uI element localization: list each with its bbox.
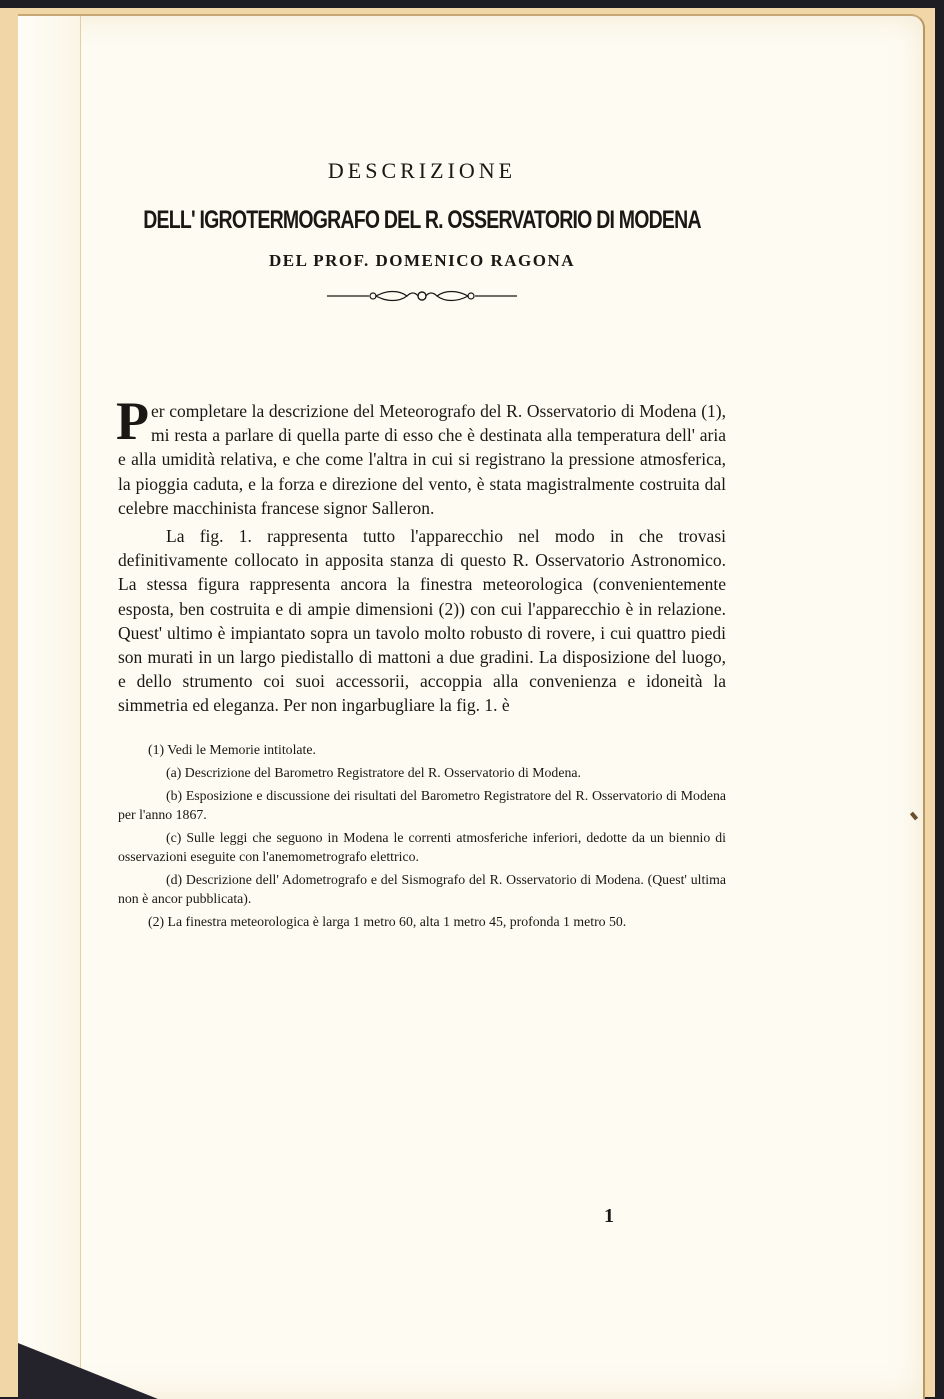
ornament-rule-icon [327, 289, 517, 303]
paragraph-1 [116, 391, 726, 520]
drop-cap: P [116, 391, 149, 451]
page-content [118, 150, 726, 935]
body-text [116, 391, 726, 718]
footnotes [118, 740, 726, 931]
footnote-2: (2) La finestra meteorologica è larga 1 metro 60, alta 1 metro 45, profonda 1 metro 50. [148, 913, 627, 929]
author-line: DEL PROF. DOMENICO RAGONA [268, 251, 576, 270]
footnote-1a: (a) Descrizione del Barometro Registratore del R. Osservatorio di Modena. [166, 764, 581, 780]
footnote-1d: (d) Descrizione dell' Adometrografo e del Sismografo del R. Osservatorio di Modena. (Quest' ultima non è ancor pubblicata). [118, 871, 726, 906]
footnote-1: (1) Vedi le Memorie intitolate. [148, 741, 316, 757]
page-number: 1 [604, 1205, 614, 1227]
footnote-1c: (c) Sulle leggi che seguono in Modena le correnti atmosferiche inferiori, dedotte da un biennio di osservazioni eseguite con l'anemometrografo elettrico. [118, 829, 726, 864]
footnote-1b: (b) Esposizione e discussione dei risultati del Barometro Registratore del R. Osservatorio di Modena per l'anno 1867. [118, 787, 726, 822]
page-spine-fold [18, 16, 81, 1399]
paragraph-2: La fig. 1. rappresenta tutto l'apparecchio nel modo in che trovasi definitivamente collocato in apposita stanza di questo R. Osservatorio Astronomico. La stessa figura rappresenta ancora la finestra meteorologica (convenientemente esposta, ben costruita e di ampie dimensioni (2)) con cui l'apparecchio è in relazione. Quest' ultimo è impiantato sopra un tavolo molto robusto di rovere, i cui quattro piedi son murati in un largo piedistallo di mattoni a due gradini. La disposizione del luogo, e dello strumento coi suoi accessorii, accoppia alla convenienza e idoneità la simmetria ed eleganza. Per non ingarbugliare la fig. 1. è [118, 526, 726, 716]
page-title: DELL' IGROTERMOGRAFO DEL R. OSSERVATORIO DI MODENA [143, 206, 701, 234]
heading: DESCRIZIONE [327, 158, 517, 183]
paragraph-1-text: er completare la descrizione del Meteorografo del R. Osservatorio di Modena (1), mi resta a parlare di quella parte di esso che è destinata alla temperatura dell' aria e alla umidità relativa, e che come l'altra in cui si registrano la pressione atmosferica, la pioggia caduta, e la forza e direzione del vento, è stata magistralmente costruita dal celebre macchinista francese signor Salleron. [118, 401, 726, 518]
